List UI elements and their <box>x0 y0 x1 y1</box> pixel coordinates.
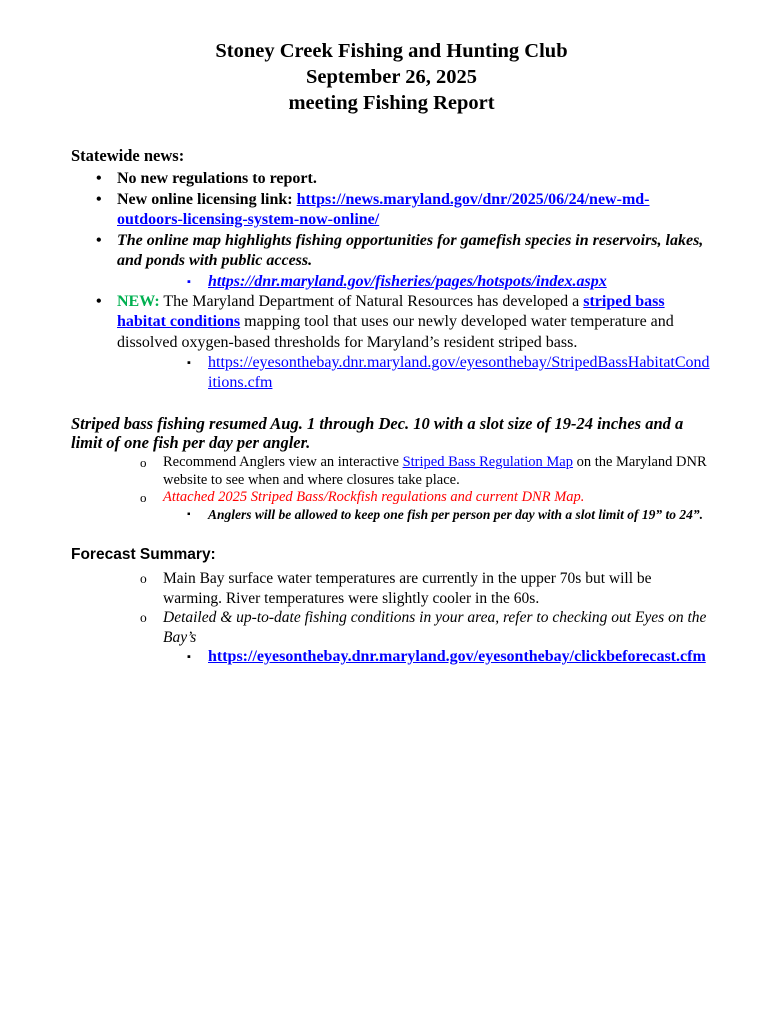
statewide-section <box>71 146 712 393</box>
list-item <box>96 292 712 354</box>
habitat-text-pre: The Maryland Department of Natural Resources has developed a <box>159 292 584 310</box>
forecast-heading: Forecast Summary: <box>71 546 216 563</box>
bullet-circle-icon: o <box>140 490 147 505</box>
bullet-square-icon: ▪ <box>187 508 191 520</box>
bullet-dot-icon: • <box>96 231 102 249</box>
bullet-square-icon: ▪ <box>187 651 191 663</box>
habitat-conditions-link[interactable]: striped bass habitat conditions <box>117 292 665 330</box>
bullet-square-icon: ▪ <box>187 275 191 288</box>
bullet-dot-icon: • <box>96 292 102 310</box>
attached-regulations-text: Attached 2025 Striped Bass/Rockfish regulations and current DNR Map. <box>163 489 585 505</box>
bullet-square-icon: ▪ <box>187 357 191 369</box>
list-item <box>187 647 712 667</box>
striped-bass-section <box>71 414 712 523</box>
online-map-text: The online map highlights fishing opportunities for gamefish species in reservoirs, lakes, and ponds with public access. <box>117 231 704 269</box>
list-item <box>187 507 712 524</box>
clickbeforecast-link[interactable]: https://eyesonthebay.dnr.maryland.gov/eyesonthebay/clickbeforecast.cfm <box>208 648 706 665</box>
list-item <box>140 608 712 647</box>
regulation-text-post: on the Maryland DNR website to see when and where closures take place. <box>163 454 707 488</box>
striped-bass-lead: Striped bass fishing resumed Aug. 1 through Dec. 10 with a slot size of 19-24 inches and a limit of one fish per day per angler. <box>71 414 684 452</box>
bullet-circle-icon: o <box>140 455 147 470</box>
list-item <box>96 231 712 272</box>
hotspots-link[interactable]: https://dnr.maryland.gov/fisheries/pages/hotspots/index.aspx <box>208 272 607 290</box>
forecast-section <box>71 546 712 667</box>
statewide-heading: Statewide news: <box>71 146 185 165</box>
regulation-map-link[interactable]: Striped Bass Regulation Map <box>402 454 573 470</box>
no-new-regulations-text: No new regulations to report. <box>117 170 317 187</box>
detailed-conditions-text: Detailed & up-to-date fishing conditions in your area, refer to checking out Eyes on the Bay’s <box>163 609 707 646</box>
habitat-url-link[interactable]: https://eyesonthebay.dnr.maryland.gov/eyesonthebay/StripedBassHabitatConditions.cfm <box>208 354 710 391</box>
doc-title <box>71 38 712 116</box>
list-item <box>96 169 712 190</box>
list-item <box>140 569 712 608</box>
list-item <box>96 190 712 231</box>
licensing-link[interactable]: https://news.maryland.gov/dnr/2025/06/24/new-md-outdoors-licensing-system-now-online/ <box>117 190 650 228</box>
licensing-label: New online licensing link: <box>117 190 297 208</box>
bullet-dot-icon: • <box>96 190 102 208</box>
new-badge: NEW: <box>117 292 160 310</box>
slot-limit-text: Anglers will be allowed to keep one fish per person per day with a slot limit of 19” to 24”. <box>208 506 704 522</box>
list-item <box>187 353 712 393</box>
bullet-circle-icon: o <box>140 571 147 586</box>
main-bay-text: Main Bay surface water temperatures are currently in the upper 70s but will be warming. River temperatures were slightly cooler in the 60s. <box>163 570 652 607</box>
list-item <box>140 454 712 489</box>
doc-title-line2: September 26, 2025 <box>305 66 477 88</box>
habitat-text-post: mapping tool that uses our newly developed water temperature and dissolved oxygen-based thresholds for Maryland’s resident striped bass. <box>117 313 674 351</box>
doc-title-line3: meeting Fishing Report <box>288 92 495 114</box>
list-item <box>187 272 712 292</box>
bullet-circle-icon: o <box>140 610 147 625</box>
regulation-text-pre: Recommend Anglers view an interactive <box>163 454 403 470</box>
bullet-dot-icon: • <box>96 170 102 187</box>
list-item <box>140 489 712 507</box>
doc-title-line1: Stoney Creek Fishing and Hunting Club <box>215 40 568 62</box>
